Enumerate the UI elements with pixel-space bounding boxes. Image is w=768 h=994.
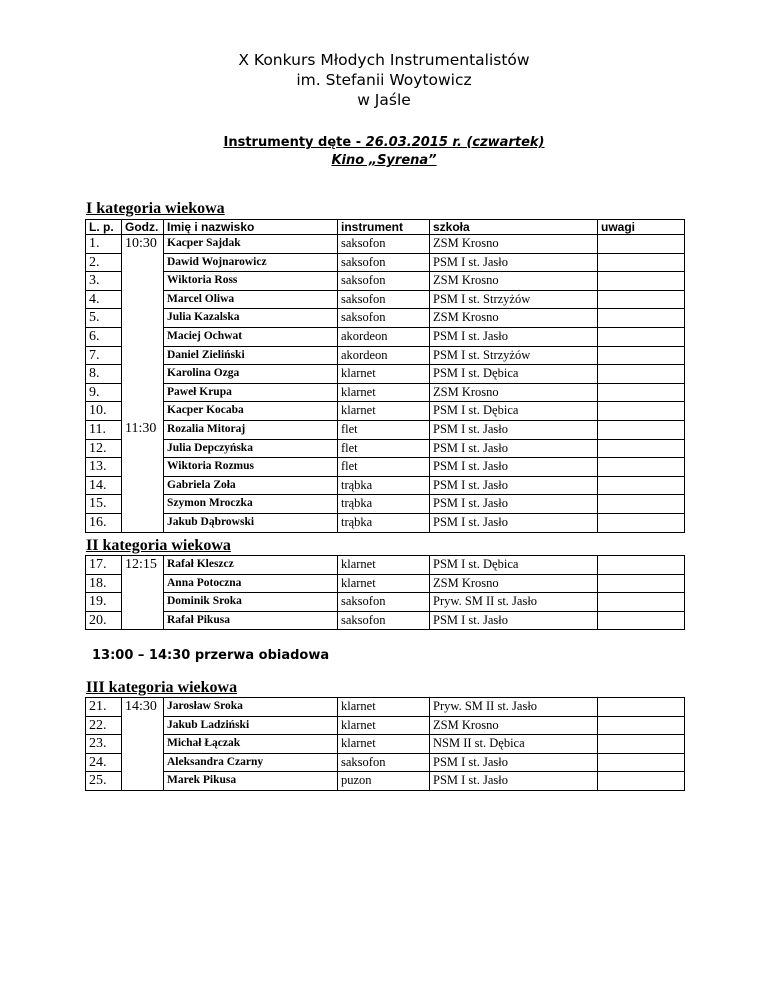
row-number: 3. [86, 272, 122, 291]
table-row [86, 420, 685, 439]
participant-instrument: saksofon [338, 611, 430, 630]
participant-school: Pryw. SM II st. Jasło [430, 593, 598, 612]
participant-school: ZSM Krosno [430, 272, 598, 291]
table-row [86, 458, 685, 477]
row-number: 2. [86, 253, 122, 272]
row-time: 14:30 [122, 698, 164, 717]
row-number: 20. [86, 611, 122, 630]
row-time [122, 346, 164, 365]
participant-notes [598, 753, 685, 772]
participant-school: ZSM Krosno [430, 235, 598, 254]
table-row [86, 495, 685, 514]
row-time [122, 253, 164, 272]
participant-notes [598, 346, 685, 365]
participant-notes [598, 735, 685, 754]
participant-name: Marcel Oliwa [164, 290, 338, 309]
participant-school: PSM I st. Jasło [430, 253, 598, 272]
participant-notes [598, 383, 685, 402]
participant-name: Rozalia Mitoraj [164, 420, 338, 439]
participant-school: PSM I st. Dębica [430, 365, 598, 384]
document-header [0, 50, 768, 110]
table-row [86, 327, 685, 346]
participant-school: ZSM Krosno [430, 383, 598, 402]
participant-name: Jakub Dąbrowski [164, 513, 338, 532]
row-number: 16. [86, 513, 122, 532]
participant-instrument: klarnet [338, 735, 430, 754]
table-row [86, 772, 685, 791]
row-time [122, 753, 164, 772]
participant-instrument: saksofon [338, 235, 430, 254]
participant-school: ZSM Krosno [430, 574, 598, 593]
participant-instrument: puzon [338, 772, 430, 791]
row-time [122, 513, 164, 532]
table-row [86, 574, 685, 593]
participant-name: Rafał Kleszcz [164, 556, 338, 575]
category-table-2 [85, 555, 685, 630]
participant-name: Gabriela Zoła [164, 476, 338, 495]
column-header-name: Imię i nazwisko [164, 220, 338, 235]
participant-school: PSM I st. Jasło [430, 772, 598, 791]
table-row [86, 383, 685, 402]
row-time [122, 772, 164, 791]
participant-name: Maciej Ochwat [164, 327, 338, 346]
row-time [122, 611, 164, 630]
row-time [122, 383, 164, 402]
participant-school: PSM I st. Jasło [430, 439, 598, 458]
participant-instrument: saksofon [338, 753, 430, 772]
participant-notes [598, 365, 685, 384]
participant-name: Kacper Sajdak [164, 235, 338, 254]
participant-name: Julia Kazalska [164, 309, 338, 328]
column-header-instrument: instrument [338, 220, 430, 235]
participant-name: Jarosław Sroka [164, 698, 338, 717]
row-time [122, 476, 164, 495]
participant-instrument: trąbka [338, 495, 430, 514]
participant-notes [598, 235, 685, 254]
row-number: 17. [86, 556, 122, 575]
row-time [122, 574, 164, 593]
participant-name: Karolina Ozga [164, 365, 338, 384]
table-row [86, 698, 685, 717]
participant-instrument: trąbka [338, 513, 430, 532]
participant-name: Daniel Zieliński [164, 346, 338, 365]
header-line-1: X Konkurs Młodych Instrumentalistów [238, 51, 530, 69]
participant-notes [598, 593, 685, 612]
row-number: 10. [86, 402, 122, 421]
row-time [122, 309, 164, 328]
column-header-school: szkoła [430, 220, 598, 235]
participant-notes [598, 253, 685, 272]
venue-text: Kino „Syrena” [331, 153, 437, 168]
participant-school: PSM I st. Strzyżów [430, 290, 598, 309]
subheader-date: 26.03.2015 r. (czwartek) [365, 135, 545, 150]
participant-name: Dawid Wojnarowicz [164, 253, 338, 272]
participant-instrument: klarnet [338, 574, 430, 593]
subheader-date-line [0, 134, 768, 152]
participant-instrument: flet [338, 458, 430, 477]
row-number: 25. [86, 772, 122, 791]
row-number: 12. [86, 439, 122, 458]
participant-instrument: saksofon [338, 253, 430, 272]
participant-instrument: saksofon [338, 593, 430, 612]
table-row [86, 593, 685, 612]
row-number: 23. [86, 735, 122, 754]
row-number: 7. [86, 346, 122, 365]
table-row [86, 365, 685, 384]
participant-instrument: klarnet [338, 698, 430, 717]
participant-instrument: klarnet [338, 402, 430, 421]
category-title-1: I kategoria wiekowa [86, 200, 225, 217]
participant-name: Paweł Krupa [164, 383, 338, 402]
participant-school: PSM I st. Jasło [430, 513, 598, 532]
table-row [86, 611, 685, 630]
row-time [122, 290, 164, 309]
participant-school: ZSM Krosno [430, 309, 598, 328]
category-title-3: III kategoria wiekowa [86, 679, 238, 696]
column-header-notes: uwagi [598, 220, 685, 235]
participant-school: PSM I st. Jasło [430, 753, 598, 772]
participant-name: Szymon Mroczka [164, 495, 338, 514]
participant-name: Jakub Ladziński [164, 716, 338, 735]
column-header-time: Godz. [122, 220, 164, 235]
table-row [86, 735, 685, 754]
row-number: 4. [86, 290, 122, 309]
table-row [86, 402, 685, 421]
participant-notes [598, 513, 685, 532]
table-header-row [86, 220, 685, 235]
row-time [122, 495, 164, 514]
table-row [86, 716, 685, 735]
row-time: 10:30 [122, 235, 164, 254]
participant-notes [598, 420, 685, 439]
participant-notes [598, 611, 685, 630]
participant-notes [598, 458, 685, 477]
document-subheader [0, 134, 768, 170]
row-number: 5. [86, 309, 122, 328]
participant-notes [598, 772, 685, 791]
participant-school: PSM I st. Jasło [430, 476, 598, 495]
participant-name: Michał Łączak [164, 735, 338, 754]
row-time [122, 458, 164, 477]
row-time [122, 402, 164, 421]
participant-school: PSM I st. Strzyżów [430, 346, 598, 365]
row-number: 9. [86, 383, 122, 402]
table-row [86, 290, 685, 309]
participant-name: Rafał Pikusa [164, 611, 338, 630]
header-line-3: w Jaśle [357, 91, 411, 109]
row-number: 8. [86, 365, 122, 384]
category-table-3 [85, 697, 685, 791]
participant-school: NSM II st. Dębica [430, 735, 598, 754]
row-number: 18. [86, 574, 122, 593]
participant-school: PSM I st. Jasło [430, 611, 598, 630]
participant-notes [598, 495, 685, 514]
subheader-prefix: Instrumenty dęte - [223, 135, 366, 150]
row-time [122, 716, 164, 735]
participant-notes [598, 402, 685, 421]
participant-school: PSM I st. Jasło [430, 458, 598, 477]
participant-name: Marek Pikusa [164, 772, 338, 791]
row-number: 14. [86, 476, 122, 495]
participant-name: Wiktoria Ross [164, 272, 338, 291]
participant-notes [598, 476, 685, 495]
lunch-break-note: 13:00 – 14:30 przerwa obiadowa [92, 648, 330, 663]
participant-notes [598, 290, 685, 309]
table-row [86, 309, 685, 328]
participant-instrument: flet [338, 439, 430, 458]
participant-instrument: saksofon [338, 309, 430, 328]
row-time [122, 593, 164, 612]
participant-school: PSM I st. Jasło [430, 420, 598, 439]
participant-notes [598, 439, 685, 458]
participant-school: PSM I st. Dębica [430, 402, 598, 421]
row-number: 24. [86, 753, 122, 772]
participant-instrument: klarnet [338, 556, 430, 575]
table-row [86, 556, 685, 575]
participant-name: Julia Depczyńska [164, 439, 338, 458]
participant-notes [598, 327, 685, 346]
row-number: 6. [86, 327, 122, 346]
participant-school: PSM I st. Jasło [430, 495, 598, 514]
row-number: 1. [86, 235, 122, 254]
participant-name: Anna Potoczna [164, 574, 338, 593]
row-time [122, 272, 164, 291]
participant-name: Dominik Sroka [164, 593, 338, 612]
table-row [86, 513, 685, 532]
participant-school: Pryw. SM II st. Jasło [430, 698, 598, 717]
row-time: 12:15 [122, 556, 164, 575]
row-time [122, 735, 164, 754]
row-number: 19. [86, 593, 122, 612]
row-time: 11:30 [122, 420, 164, 439]
subheader-venue [0, 152, 768, 170]
participant-instrument: trąbka [338, 476, 430, 495]
participant-notes [598, 272, 685, 291]
participant-school: PSM I st. Dębica [430, 556, 598, 575]
row-number: 13. [86, 458, 122, 477]
table-row [86, 753, 685, 772]
row-time [122, 327, 164, 346]
table-row [86, 235, 685, 254]
participant-school: PSM I st. Jasło [430, 327, 598, 346]
participant-instrument: flet [338, 420, 430, 439]
participant-instrument: saksofon [338, 290, 430, 309]
participant-notes [598, 698, 685, 717]
participant-notes [598, 556, 685, 575]
row-time [122, 439, 164, 458]
table-row [86, 272, 685, 291]
row-number: 21. [86, 698, 122, 717]
participant-notes [598, 574, 685, 593]
category-table-1 [85, 219, 685, 533]
participant-instrument: klarnet [338, 716, 430, 735]
table-row [86, 439, 685, 458]
row-number: 15. [86, 495, 122, 514]
row-number: 11. [86, 420, 122, 439]
participant-notes [598, 309, 685, 328]
category-title-2: II kategoria wiekowa [86, 537, 231, 554]
participant-school: ZSM Krosno [430, 716, 598, 735]
participant-name: Aleksandra Czarny [164, 753, 338, 772]
header-line-2: im. Stefanii Woytowicz [296, 71, 472, 89]
row-time [122, 365, 164, 384]
table-row [86, 476, 685, 495]
table-row [86, 346, 685, 365]
participant-instrument: akordeon [338, 346, 430, 365]
participant-instrument: klarnet [338, 383, 430, 402]
table-row [86, 253, 685, 272]
participant-instrument: akordeon [338, 327, 430, 346]
participant-instrument: klarnet [338, 365, 430, 384]
participant-name: Kacper Kocaba [164, 402, 338, 421]
participant-instrument: saksofon [338, 272, 430, 291]
participant-name: Wiktoria Rozmus [164, 458, 338, 477]
row-number: 22. [86, 716, 122, 735]
participant-notes [598, 716, 685, 735]
column-header-lp: L. p. [86, 220, 122, 235]
